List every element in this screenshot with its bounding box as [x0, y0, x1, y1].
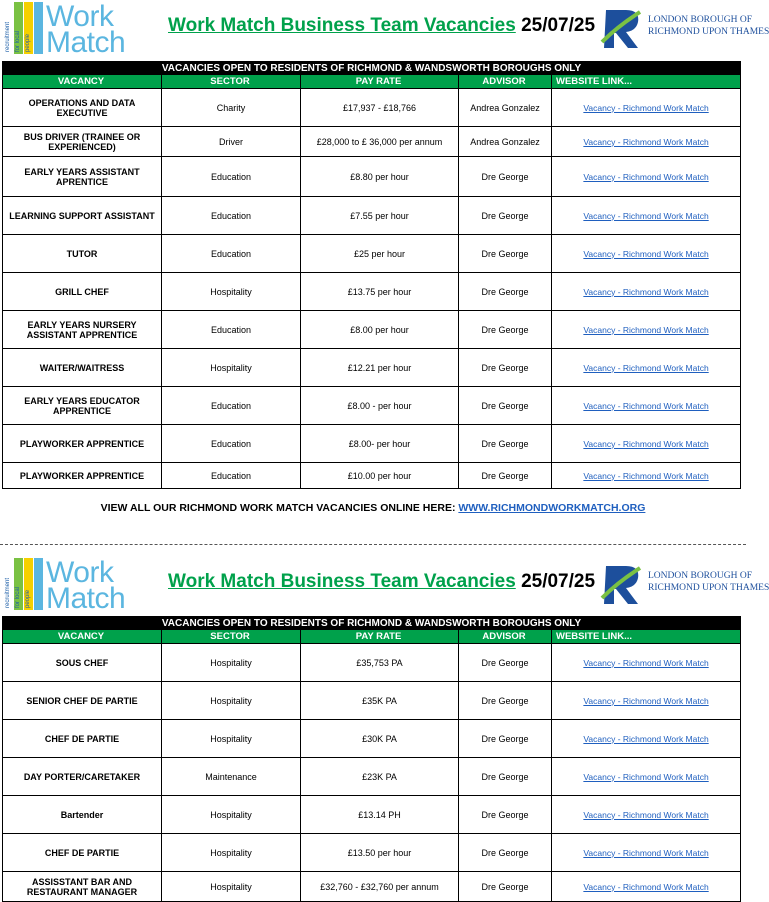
- advisor-cell: Dre George: [459, 644, 552, 682]
- council-r-icon: [600, 562, 644, 606]
- header-row: [3, 630, 741, 644]
- advisor-cell: Dre George: [459, 349, 552, 387]
- vacancy-link[interactable]: Vacancy - Richmond Work Match: [583, 210, 709, 221]
- table-row: [3, 127, 741, 157]
- table-row: [3, 197, 741, 235]
- pay-rate-cell: £8.80 per hour: [301, 157, 459, 197]
- council-line-1: LONDON BOROUGH OF: [648, 571, 752, 581]
- pay-rate-cell: £10.00 per hour: [301, 463, 459, 489]
- vacancy-link[interactable]: Vacancy - Richmond Work Match: [583, 695, 709, 706]
- vacancy-link[interactable]: Vacancy - Richmond Work Match: [583, 136, 709, 147]
- pay-rate-cell: £8.00 - per hour: [301, 387, 459, 425]
- pay-rate-cell: £12.21 per hour: [301, 349, 459, 387]
- col-website-link: WEBSITE LINK...: [552, 630, 741, 644]
- vacancy-cell: EARLY YEARS ASSISTANT APRENTICE: [3, 157, 162, 197]
- richmond-council-logo: [600, 6, 769, 54]
- col-vacancy: VACANCY: [3, 75, 162, 89]
- pay-rate-cell: £23K PA: [301, 758, 459, 796]
- vacancy-cell: SENIOR CHEF DE PARTIE: [3, 682, 162, 720]
- vacancy-cell: WAITER/WAITRESS: [3, 349, 162, 387]
- title-text: Work Match Business Team Vacancies: [168, 571, 516, 592]
- col-vacancy: VACANCY: [3, 630, 162, 644]
- vacancy-link[interactable]: Vacancy - Richmond Work Match: [583, 248, 709, 259]
- sector-cell: Education: [162, 157, 301, 197]
- website-link-cell: [552, 127, 741, 157]
- website-link-cell: [552, 834, 741, 872]
- pay-rate-cell: £13.50 per hour: [301, 834, 459, 872]
- vacancy-link[interactable]: Vacancy - Richmond Work Match: [583, 809, 709, 820]
- vacancy-cell: EARLY YEARS NURSERY ASSISTANT APPRENTICE: [3, 311, 162, 349]
- pay-rate-cell: £35K PA: [301, 682, 459, 720]
- pay-rate-cell: £7.55 per hour: [301, 197, 459, 235]
- vacancy-link[interactable]: Vacancy - Richmond Work Match: [583, 362, 709, 373]
- col-advisor: ADVISOR: [459, 630, 552, 644]
- eligibility-banner: VACANCIES OPEN TO RESIDENTS OF RICHMOND & WANDSWORTH BOROUGHS ONLY: [3, 62, 741, 75]
- council-line-2: RICHMOND UPON THAMES: [648, 583, 769, 593]
- sector-cell: Education: [162, 425, 301, 463]
- logo-vertical-1: recruitment: [5, 577, 11, 608]
- eligibility-banner: VACANCIES OPEN TO RESIDENTS OF RICHMOND & WANDSWORTH BOROUGHS ONLY: [3, 617, 741, 630]
- title-text: Work Match Business Team Vacancies: [168, 15, 516, 36]
- table-row: [3, 273, 741, 311]
- logo-vertical-2: for local: [15, 586, 21, 608]
- advisor-cell: Andrea Gonzalez: [459, 127, 552, 157]
- advisor-cell: Dre George: [459, 758, 552, 796]
- pay-rate-cell: £8.00 per hour: [301, 311, 459, 349]
- vacancy-cell: BUS DRIVER (TRAINEE OR EXPERIENCED): [3, 127, 162, 157]
- richmond-council-logo: [600, 562, 769, 610]
- vacancy-link[interactable]: Vacancy - Richmond Work Match: [583, 324, 709, 335]
- website-link-cell: [552, 387, 741, 425]
- pay-rate-cell: £32,760 - £32,760 per annum: [301, 872, 459, 902]
- table-row: [3, 834, 741, 872]
- vacancy-cell: Bartender: [3, 796, 162, 834]
- website-link-cell: [552, 463, 741, 489]
- vacancy-cell: CHEF DE PARTIE: [3, 720, 162, 758]
- advisor-cell: Dre George: [459, 235, 552, 273]
- table-row: [3, 644, 741, 682]
- advisor-cell: Dre George: [459, 682, 552, 720]
- sheet-header: [0, 0, 769, 60]
- advisor-cell: Dre George: [459, 796, 552, 834]
- logo-word-match: Match: [46, 26, 126, 59]
- website-link-cell: [552, 311, 741, 349]
- table-row: [3, 425, 741, 463]
- banner-row: [3, 62, 741, 75]
- advisor-cell: Dre George: [459, 273, 552, 311]
- work-match-logo: [4, 2, 154, 58]
- advisor-cell: Dre George: [459, 311, 552, 349]
- vacancy-cell: SOUS CHEF: [3, 644, 162, 682]
- footer-line: [0, 502, 746, 514]
- website-link-cell: [552, 872, 741, 902]
- col-sector: SECTOR: [162, 630, 301, 644]
- website-link-cell: [552, 644, 741, 682]
- footer-text: VIEW ALL OUR RICHMOND WORK MATCH VACANCIES ONLINE HERE:: [100, 502, 456, 514]
- vacancy-link[interactable]: Vacancy - Richmond Work Match: [583, 438, 709, 449]
- sector-cell: Education: [162, 387, 301, 425]
- col-sector: SECTOR: [162, 75, 301, 89]
- logo-stripes: [4, 2, 44, 54]
- advisor-cell: Andrea Gonzalez: [459, 89, 552, 127]
- council-name: [648, 570, 769, 594]
- advisor-cell: Dre George: [459, 157, 552, 197]
- logo-word-match: Match: [46, 582, 126, 615]
- advisor-cell: Dre George: [459, 834, 552, 872]
- website-link-cell: [552, 425, 741, 463]
- website-link-cell: [552, 89, 741, 127]
- vacancy-cell: GRILL CHEF: [3, 273, 162, 311]
- pay-rate-cell: £8.00- per hour: [301, 425, 459, 463]
- advisor-cell: Dre George: [459, 872, 552, 902]
- pay-rate-cell: £13.14 PH: [301, 796, 459, 834]
- sector-cell: Charity: [162, 89, 301, 127]
- vacancy-cell: ASSISSTANT BAR AND RESTAURANT MANAGER: [3, 872, 162, 902]
- vacancy-link[interactable]: Vacancy - Richmond Work Match: [583, 400, 709, 411]
- table-row: [3, 758, 741, 796]
- vacancy-cell: LEARNING SUPPORT ASSISTANT: [3, 197, 162, 235]
- website-link-cell: [552, 796, 741, 834]
- sector-cell: Hospitality: [162, 796, 301, 834]
- work-match-logo: [4, 558, 154, 614]
- website-link-cell: [552, 273, 741, 311]
- title-date: 25/07/25: [521, 571, 596, 592]
- sector-cell: Education: [162, 311, 301, 349]
- vacancy-link[interactable]: Vacancy - Richmond Work Match: [583, 733, 709, 744]
- col-pay-rate: PAY RATE: [301, 75, 459, 89]
- logo-vertical-2: for local: [15, 30, 21, 52]
- sector-cell: Education: [162, 235, 301, 273]
- logo-vertical-1: recruitment: [5, 21, 11, 52]
- pay-rate-cell: £35,753 PA: [301, 644, 459, 682]
- vacancy-link[interactable]: Vacancy - Richmond Work Match: [583, 470, 709, 481]
- table-row: [3, 682, 741, 720]
- sector-cell: Hospitality: [162, 644, 301, 682]
- vacancy-link[interactable]: Vacancy - Richmond Work Match: [583, 847, 709, 858]
- vacancy-cell: EARLY YEARS EDUCATOR APPRENTICE: [3, 387, 162, 425]
- website-link-cell: [552, 197, 741, 235]
- table-row: [3, 387, 741, 425]
- pay-rate-cell: £17,937 - £18,766: [301, 89, 459, 127]
- vacancy-cell: TUTOR: [3, 235, 162, 273]
- sector-cell: Hospitality: [162, 834, 301, 872]
- logo-stripes: [4, 558, 44, 610]
- vacancy-link[interactable]: Vacancy - Richmond Work Match: [583, 171, 709, 182]
- website-link-cell: [552, 758, 741, 796]
- vacancy-sheet-2: [0, 556, 769, 897]
- vacancy-cell: PLAYWORKER APPRENTICE: [3, 425, 162, 463]
- logo-vertical-3: people: [25, 33, 31, 52]
- council-name: [648, 14, 769, 38]
- table-1-body: [3, 89, 741, 489]
- pay-rate-cell: £28,000 to £ 36,000 per annum: [301, 127, 459, 157]
- sector-cell: Education: [162, 463, 301, 489]
- table-row: [3, 235, 741, 273]
- table-row: [3, 796, 741, 834]
- logo-vertical-3: people: [25, 589, 31, 608]
- website-link-cell: [552, 682, 741, 720]
- vacancy-cell: CHEF DE PARTIE: [3, 834, 162, 872]
- banner-row: [3, 617, 741, 630]
- table-2-body: [3, 644, 741, 902]
- sector-cell: Hospitality: [162, 273, 301, 311]
- advisor-cell: Dre George: [459, 720, 552, 758]
- vacancy-link[interactable]: Vacancy - Richmond Work Match: [583, 286, 709, 297]
- sector-cell: Hospitality: [162, 872, 301, 902]
- table-row: [3, 89, 741, 127]
- council-r-icon: [600, 6, 644, 50]
- sector-cell: Hospitality: [162, 682, 301, 720]
- title-date: 25/07/25: [521, 15, 596, 36]
- vacancy-table-2: [2, 616, 741, 902]
- page-divider: [0, 544, 746, 545]
- table-row: [3, 157, 741, 197]
- col-website-link: WEBSITE LINK...: [552, 75, 741, 89]
- vacancy-table-1: [2, 61, 741, 489]
- logo-word-work: Work: [46, 556, 114, 589]
- website-link-cell: [552, 235, 741, 273]
- advisor-cell: Dre George: [459, 463, 552, 489]
- advisor-cell: Dre George: [459, 387, 552, 425]
- col-advisor: ADVISOR: [459, 75, 552, 89]
- page-title: [168, 571, 595, 593]
- website-link-cell: [552, 349, 741, 387]
- vacancy-link[interactable]: Vacancy - Richmond Work Match: [583, 771, 709, 782]
- col-pay-rate: PAY RATE: [301, 630, 459, 644]
- sector-cell: Driver: [162, 127, 301, 157]
- table-row: [3, 872, 741, 902]
- council-line-2: RICHMOND UPON THAMES: [648, 27, 769, 37]
- page-title: [168, 15, 595, 37]
- vacancy-link[interactable]: Vacancy - Richmond Work Match: [583, 881, 709, 892]
- pay-rate-cell: £30K PA: [301, 720, 459, 758]
- website-link-cell: [552, 720, 741, 758]
- sector-cell: Education: [162, 197, 301, 235]
- advisor-cell: Dre George: [459, 197, 552, 235]
- vacancy-cell: DAY PORTER/CARETAKER: [3, 758, 162, 796]
- vacancy-link[interactable]: Vacancy - Richmond Work Match: [583, 657, 709, 668]
- table-row: [3, 463, 741, 489]
- advisor-cell: Dre George: [459, 425, 552, 463]
- footer-website-link[interactable]: WWW.RICHMONDWORKMATCH.ORG: [458, 502, 646, 514]
- pay-rate-cell: £13.75 per hour: [301, 273, 459, 311]
- sector-cell: Hospitality: [162, 349, 301, 387]
- table-row: [3, 311, 741, 349]
- sheet-header: [0, 556, 769, 616]
- vacancy-cell: OPERATIONS AND DATA EXECUTIVE: [3, 89, 162, 127]
- sector-cell: Hospitality: [162, 720, 301, 758]
- vacancy-link[interactable]: Vacancy - Richmond Work Match: [583, 102, 709, 113]
- pay-rate-cell: £25 per hour: [301, 235, 459, 273]
- logo-word-work: Work: [46, 0, 114, 33]
- table-row: [3, 720, 741, 758]
- sector-cell: Maintenance: [162, 758, 301, 796]
- council-line-1: LONDON BOROUGH OF: [648, 15, 752, 25]
- vacancy-cell: PLAYWORKER APPRENTICE: [3, 463, 162, 489]
- website-link-cell: [552, 157, 741, 197]
- header-row: [3, 75, 741, 89]
- table-row: [3, 349, 741, 387]
